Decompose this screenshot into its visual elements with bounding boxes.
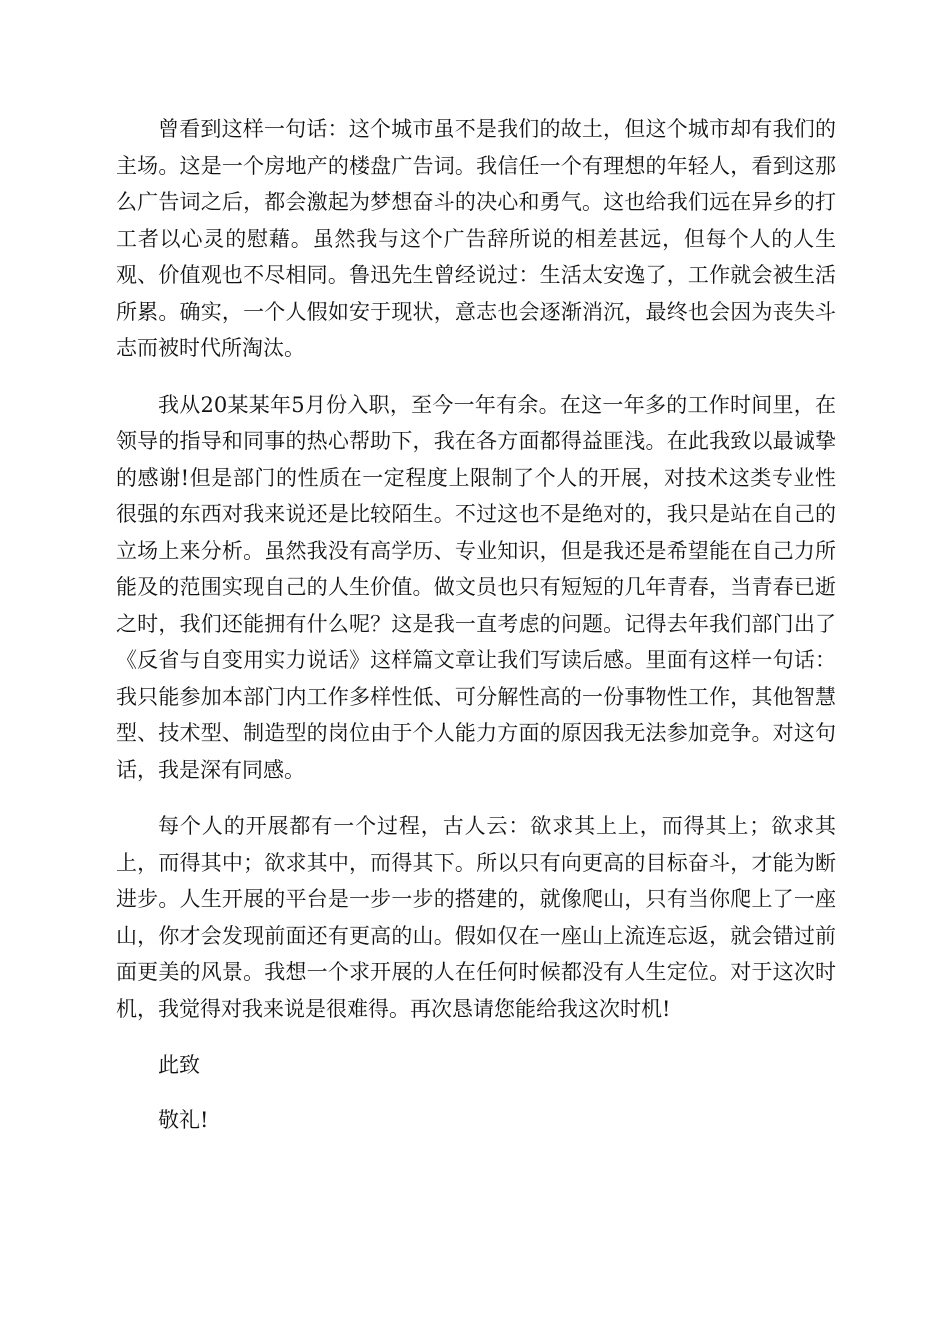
paragraph-3: 每个人的开展都有一个过程，古人云：欲求其上上，而得其上；欲求其上，而得其中；欲求其中，而得其下。所以只有向更高的目标奋斗，才能为断进步。人生开展的平台是一步一步的搭建的，就像爬山，只有当你爬上了一座山，你才会发现前面还有更高的山。假如仅在一座山上流连忘返，就会错过前面更美的风景。我想一个求开展的人在任何时候都没有人生定位。对于这次时机，我觉得对我来说是很难得。再次恳请您能给我这次时机!: [116, 814, 836, 1021]
closing-line-regards: 敬礼!: [158, 1107, 209, 1132]
paragraph-2: 我从20某某年5月份入职，至今一年有余。在这一年多的工作时间里，在领导的指导和同事的热心帮助下，我在各方面都得益匪浅。在此我致以最诚挚的感谢!但是部门的性质在一定程度上限制了个人的开展，对技术这类专业性很强的东西对我来说还是比较陌生。不过这也不是绝对的，我只是站在自己的立场上来分析。虽然我没有高学历、专业知识，但是我还是希望能在自己力所能及的范围实现自己的人生价值。做文员也只有短短的几年青春，当青春已逝之时，我们还能拥有什么呢？这是我一直考虑的问题。记得去年我们部门出了《反省与自变用实力说话》这样篇文章让我们写读后感。里面有这样一句话：我只能参加本部门内工作多样性低、可分解性高的一份事物性工作，其他智慧型、技术型、制造型的岗位由于个人能力方面的原因我无法参加竞争。对这句话，我是深有同感。: [116, 392, 836, 782]
letter-body: [116, 111, 836, 1156]
paragraph-1: 曾看到这样一句话：这个城市虽不是我们的故土，但这个城市却有我们的主场。这是一个房地产的楼盘广告词。我信任一个有理想的年轻人，看到这那么广告词之后，都会激起为梦想奋斗的决心和勇气。这也给我们远在异乡的打工者以心灵的慰藉。虽然我与这个广告辞所说的相差甚远，但每个人的人生观、价值观也不尽相同。鲁迅先生曾经说过：生活太安逸了，工作就会被生活所累。确实，一个人假如安于现状，意志也会逐渐消沉，最终也会因为丧失斗志而被时代所淘汰。: [116, 117, 836, 360]
closing-line-salutation: 此致: [158, 1053, 200, 1077]
